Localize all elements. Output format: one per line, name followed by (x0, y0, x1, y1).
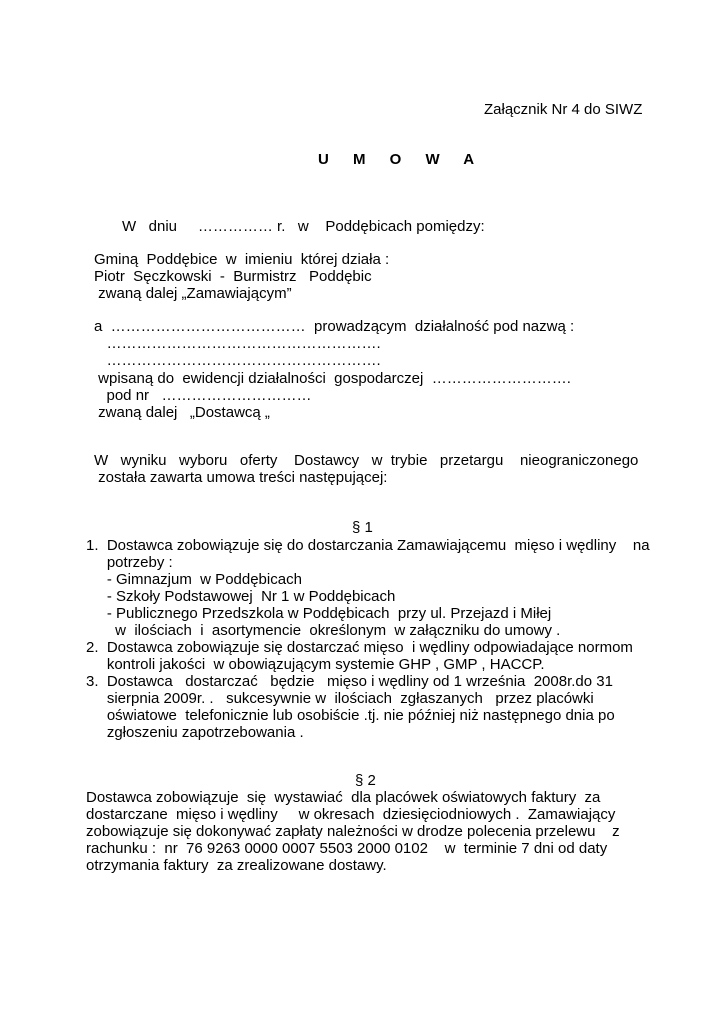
section1-line: w ilościach i asortymencie określonym w załączniku do umowy . (86, 622, 561, 639)
party2-line: a ………………………………… prowadzącym działalność pod nazwą : (94, 318, 575, 335)
section1-line: kontroli jakości w obowiązującym systemie GHP , GMP , HACCP. (86, 656, 545, 673)
intro-line: W wyniku wyboru oferty Dostawcy w trybie przetargu nieograniczonego (94, 452, 639, 469)
party1-line: Gminą Poddębice w imieniu której działa : (94, 251, 390, 268)
section1-line: - Publicznego Przedszkola w Poddębicach przy ul. Przejazd i Miłej (86, 605, 552, 622)
section1-line: oświatowe telefonicznie lub osobiście .tj. nie później niż następnego dnia po (86, 707, 615, 724)
section1-line: sierpnia 2009r. . sukcesywnie w ilościach zgłaszanych przez placówki (86, 690, 594, 707)
section1-line: - Gimnazjum w Poddębicach (86, 571, 302, 588)
party2-line: wpisaną do ewidencji działalności gospodarczej ………………………. (94, 370, 571, 387)
section1-heading: § 1 (352, 519, 373, 536)
date-line: W dniu …………… r. w Poddębicach pomiędzy: (122, 218, 485, 235)
section1-line: zgłoszeniu zapotrzebowania . (86, 724, 304, 741)
party2-line: ………………………………………………. (94, 352, 381, 369)
party2-line: pod nr ………………………… (94, 387, 312, 404)
party2-line: zwaną dalej „Dostawcą „ (94, 404, 270, 421)
section1-line: 3. Dostawca dostarczać będzie mięso i wędliny od 1 września 2008r.do 31 (86, 673, 613, 690)
section2-line: Dostawca zobowiązuje się wystawiać dla placówek oświatowych faktury za (86, 789, 601, 806)
party2-line: ………………………………………………. (94, 335, 381, 352)
party1-line: zwaną dalej „Zamawiającym” (94, 285, 292, 302)
party1-line: Piotr Sęczkowski - Burmistrz Poddębic (94, 268, 372, 285)
attachment-label: Załącznik Nr 4 do SIWZ (484, 101, 643, 118)
section2-heading: § 2 (355, 772, 376, 789)
document-title: U M O W A (318, 151, 485, 168)
section1-line: 2. Dostawca zobowiązuje się dostarczać mięso i wędliny odpowiadające normom (86, 639, 633, 656)
section2-line: otrzymania faktury za zrealizowane dostawy. (86, 857, 387, 874)
section2-line: rachunku : nr 76 9263 0000 0007 5503 2000 0102 w terminie 7 dni od daty (86, 840, 608, 857)
section1-line: potrzeby : (86, 554, 173, 571)
section1-line: 1. Dostawca zobowiązuje się do dostarczania Zamawiającemu mięso i wędliny na (86, 537, 650, 554)
section2-line: zobowiązuje się dokonywać zapłaty należności w drodze polecenia przelewu z (86, 823, 620, 840)
section1-line: - Szkoły Podstawowej Nr 1 w Poddębicach (86, 588, 396, 605)
intro-line: została zawarta umowa treści następującej: (94, 469, 388, 486)
section2-line: dostarczane mięso i wędliny w okresach dziesięciodniowych . Zamawiający (86, 806, 616, 823)
